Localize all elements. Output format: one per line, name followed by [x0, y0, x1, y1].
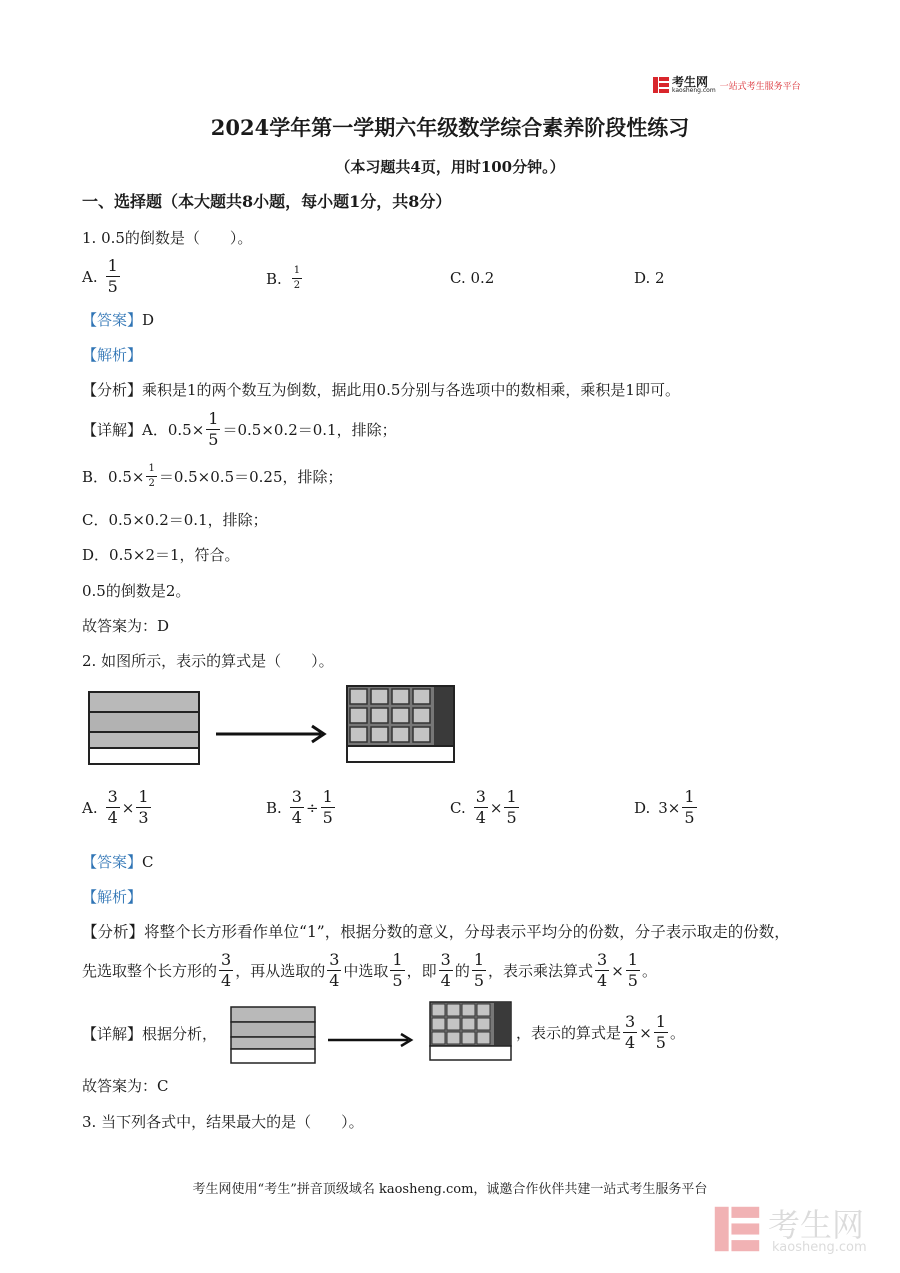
- watermark-logo-icon: [712, 1204, 762, 1254]
- q2-fenxi-line2: 先选取整个长方形的 $\frac{3}{4}$ ，再从选取的 $\frac{3}{4}$ 中选取 $\frac{1}{5}$ ，即 $\frac{3}{4}$ 的 $\frac{1}{5}$ ，表示乘法算式 $\frac{3}{4}$ × $\frac{1}{5}$ 。: [82, 950, 657, 990]
- page-subtitle: （本习题共4页，用时100分钟。）: [335, 158, 565, 176]
- q1-option-a: A. $\frac{1}{5}$: [82, 256, 118, 296]
- q2-detail-figure: [228, 1000, 518, 1066]
- q1-final: 故答案为：D: [82, 617, 170, 635]
- q1-detail-d: D．0.5×2＝1，符合。: [82, 546, 240, 564]
- q1-stem: 1. 0.5的倒数是（ ）。: [82, 229, 253, 247]
- q2-analysis-tag: 【解析】: [82, 888, 143, 906]
- q1-analysis-tag: 【解析】: [82, 346, 143, 364]
- q1-fenxi: 【分析】乘积是1的两个数互为倒数，据此用0.5分别与各选项中的数相乘，乘积是1即可。: [82, 381, 680, 399]
- q1-detail-c: C．0.5×0.2＝0.1，排除；: [82, 511, 268, 529]
- q2-option-b: B. $\frac{3}{4}$ ÷ $\frac{1}{5}$: [266, 787, 333, 827]
- q2-option-a: A. $\frac{3}{4}$ × $\frac{1}{3}$: [82, 787, 149, 827]
- q2-stem: 2. 如图所示，表示的算式是（ ）。: [82, 652, 334, 670]
- q1-detail-b: B．0.5× $\frac{1}{2}$ ＝0.5×0.5＝0.25，排除；: [82, 463, 343, 489]
- q1-answer: 【答案】D: [82, 311, 155, 329]
- kaosheng-logo-icon: [652, 76, 670, 94]
- watermark-domain: kaosheng.com: [772, 1240, 867, 1255]
- q1-detail-a: 【详解】 A．0.5× $\frac{1}{5}$ ＝0.5×0.2＝0.1，排除；: [82, 409, 397, 449]
- q2-xiangjie: 【详解】根据分析，: [82, 1025, 218, 1043]
- page-footer: 考生网使用“考生”拼音顶级域名 kaosheng.com，诚邀合作伙伴共建一站式考生服务平台: [192, 1182, 708, 1197]
- watermark-brand: 考生网: [768, 1206, 865, 1244]
- q2-fenxi: 【分析】将整个长方形看作单位“1”，根据分数的意义，分母表示平均分的份数，分子表示取走的份数，: [82, 923, 790, 941]
- watermark: [712, 1200, 882, 1260]
- q1-option-b: B. $\frac{1}{2}$: [266, 265, 301, 291]
- q2-option-c: C. $\frac{3}{4}$ × $\frac{1}{5}$: [450, 787, 517, 827]
- q1-conclusion: 0.5的倒数是2。: [82, 582, 191, 600]
- q1-option-d: D. 2: [634, 269, 665, 287]
- q2-final: 故答案为：C: [82, 1077, 169, 1095]
- q1-option-c: C. 0.2: [450, 269, 495, 287]
- q2-xiangjie-tail: ，表示的算式是 $\frac{3}{4}$ × $\frac{1}{5}$ 。: [516, 1012, 685, 1052]
- q2-answer: 【答案】C: [82, 853, 154, 871]
- brand-name: 考生网: [672, 75, 709, 89]
- q2-option-d: D. 3× $\frac{1}{5}$: [634, 787, 695, 827]
- brand-slogan: 一站式考生服务平台: [719, 81, 801, 92]
- page-title: 2024学年第一学期六年级数学综合素养阶段性练习: [210, 115, 690, 140]
- header-logo: [652, 74, 818, 96]
- section-heading: 一、选择题（本大题共8小题，每小题1分，共8分）: [82, 192, 452, 211]
- q2-figure: [86, 684, 466, 766]
- brand-domain: kaosheng.com: [672, 87, 716, 94]
- q3-stem: 3. 当下列各式中，结果最大的是（ ）。: [82, 1113, 364, 1131]
